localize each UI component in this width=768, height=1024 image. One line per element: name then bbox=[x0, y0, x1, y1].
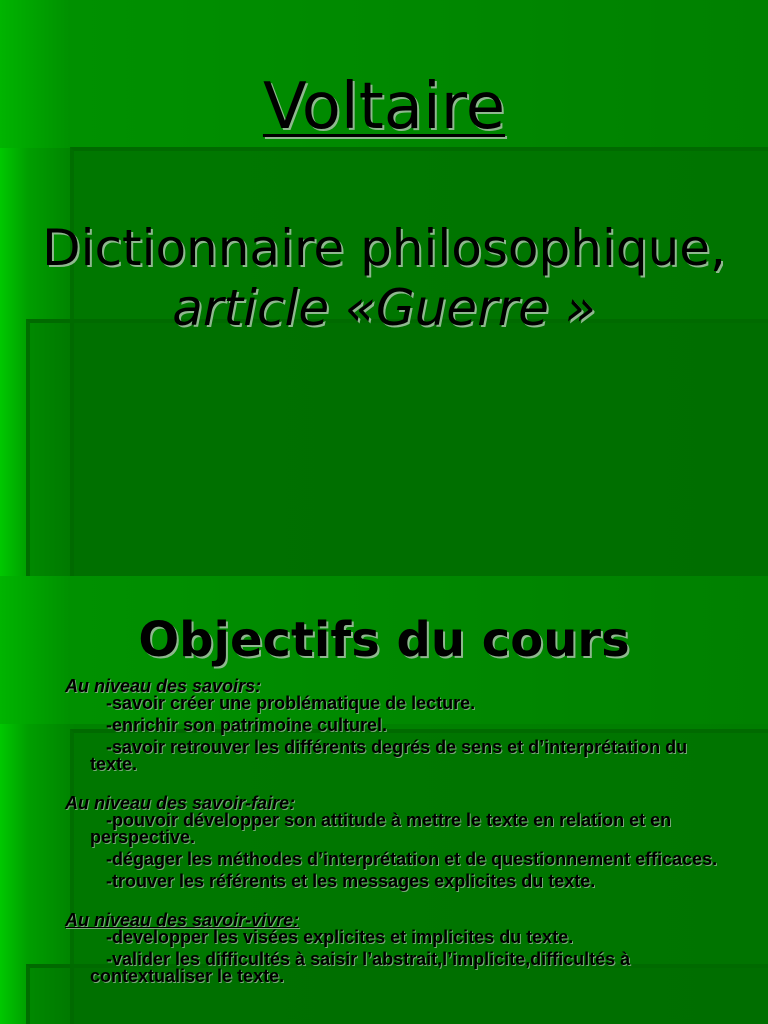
section-title: Au niveau des savoir-faire: bbox=[65, 793, 296, 813]
list-item: -enrichir son patrimoine culturel. bbox=[106, 715, 388, 735]
section-title: Au niveau des savoirs: bbox=[65, 676, 262, 696]
list-item: -savoir créer une problématique de lecture. bbox=[106, 693, 476, 713]
slide-subtitle bbox=[0, 218, 768, 338]
list-item: -developper les visées explicites et implicites du texte. bbox=[106, 927, 574, 947]
list-item: -pouvoir développer son attitude à mettre le texte en relation et en perspective. bbox=[90, 810, 672, 847]
objectives-list bbox=[65, 678, 725, 1007]
list-item: -valider les difficultés à saisir l’abstrait,l’implicite,difficultés à contextualiser le texte. bbox=[90, 949, 631, 986]
list-item: -savoir retrouver les différents degrés de sens et d’interprétation du texte. bbox=[90, 737, 688, 774]
subtitle-line-1: Dictionnaire philosophique, bbox=[42, 219, 726, 277]
section-savoir-faire bbox=[65, 795, 725, 890]
section-savoir-vivre bbox=[65, 912, 725, 985]
decorative-panel bbox=[26, 319, 768, 576]
list-item: -trouver les référents et les messages explicites du texte. bbox=[106, 871, 596, 891]
slide-objectifs bbox=[0, 576, 768, 1024]
list-item: -dégager les méthodes d’interprétation et de questionnement efficaces. bbox=[106, 849, 718, 869]
slide-heading: Objectifs du cours bbox=[138, 612, 630, 668]
subtitle-line-2: article «Guerre » bbox=[172, 279, 596, 337]
slide-title: Voltaire bbox=[262, 70, 506, 144]
section-title: Au niveau des savoir-vivre: bbox=[65, 910, 300, 930]
section-savoirs bbox=[65, 678, 725, 773]
